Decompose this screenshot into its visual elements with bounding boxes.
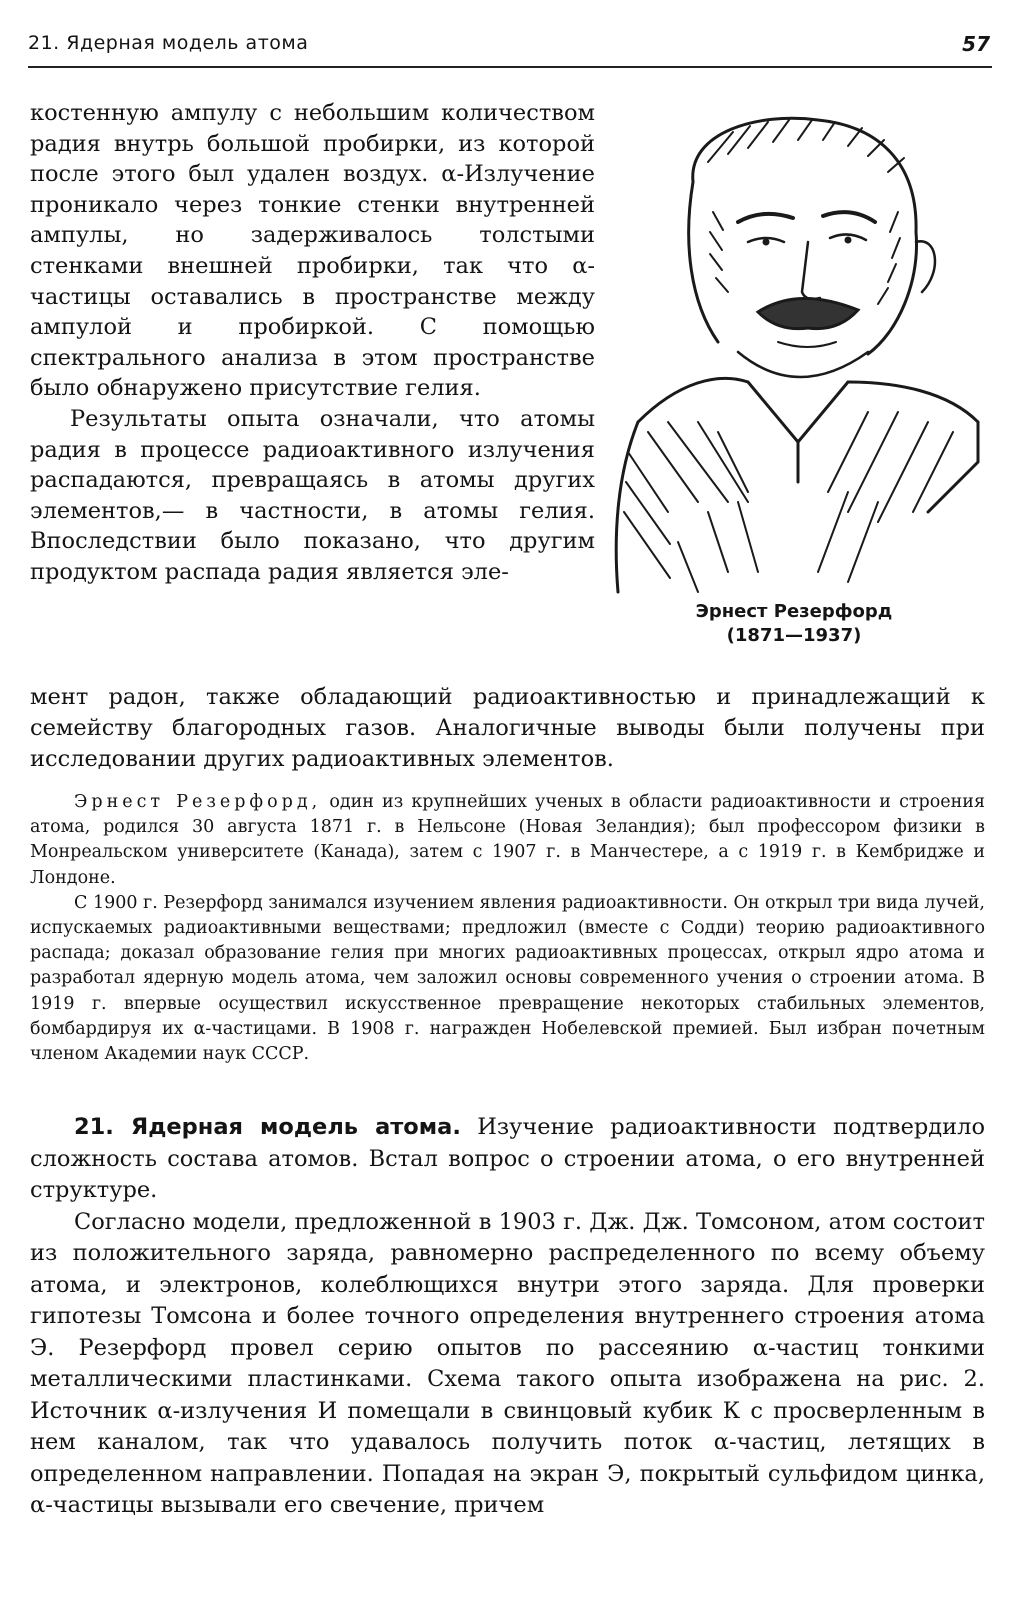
wrapped-text-column bbox=[30, 98, 595, 588]
paragraph-continued: костенную ампулу с небольшим количеством радия внутрь большой пробирки, из которой после этого был удален воздух. α-Излучение проникало через тонкие стенки внутренней ампулы, но задерживалось толстыми стенками внешней пробирки, так что α-частицы оставались в пространстве между ампулой и пробиркой. С помощью спектрального анализа в этом пространстве было обнаружено присутствие гелия. bbox=[30, 100, 595, 402]
section-paragraph-2: Согласно модели, предложенной в 1903 г. Дж. Дж. Томсоном, атом состоит из положительного заряда, равномерно распределенного по всему объему атома, и электронов, колеблющихся внутри этого заряда. Для проверки гипотезы Томсона и более точного определения внутреннего строения атома Э. Резерфорд провел серию опытов по рассеянию α-частиц тонкими металлическими пластинками. Схема такого опыта изображена на рис. 2. Источник α-излучения И помещали в свинцовый кубик К с просверленным в нем каналом, так что удавалось получить поток α-частиц, летящих в определенном направлении. Попадая на экран Э, покрытый сульфидом цинка, α-частицы вызывали его свечение, причем bbox=[30, 1208, 985, 1518]
page-number: 57 bbox=[962, 32, 990, 56]
caption-years: (1871—1937) bbox=[726, 625, 862, 646]
portrait-caption bbox=[598, 600, 990, 648]
caption-name: Эрнест Резерфорд bbox=[695, 601, 893, 622]
bio-p1-rest: один из крупнейших ученых в области радиоактивности и строения атома, родился 30 августа 1871 г. в Нельсоне (Новая Зеландия); был профессором физики в Монреальском университете (Канада), затем с 1907 г. в Манчестере, а с 1919 г. в Кембридже и Лондоне. bbox=[30, 792, 986, 888]
bio-paragraph-1 bbox=[30, 790, 985, 891]
rutherford-portrait bbox=[598, 92, 990, 600]
running-head: 21. Ядерная модель атома bbox=[28, 32, 309, 54]
section-21 bbox=[30, 1112, 985, 1522]
page-header bbox=[28, 30, 990, 64]
biography-note bbox=[30, 790, 985, 1067]
bio-name: Эрнест Резерфорд, bbox=[74, 792, 322, 812]
paragraph-radon: мент радон, также обладающий радиоактивностью и принадлежащий к семейству благородных газов. Аналогичные выводы были получены при исследовании других радиоактивных элементов. bbox=[30, 684, 985, 772]
section-paragraph-1 bbox=[30, 1112, 985, 1207]
header-rule bbox=[28, 66, 992, 68]
paragraph-results: Результаты опыта означали, что атомы радия в процессе радиоактивного излучения распадаются, превращаясь в атомы других элементов,— в частности, в атомы гелия. Впоследствии было показано, что другим продуктом распада радия является эле- bbox=[30, 405, 595, 585]
section-p1-rest: Изучение радиоактивности подтвердило сложность состава атомов. Встал вопрос о строении атома, о его внутренней структуре. bbox=[30, 1114, 985, 1203]
bio-paragraph-2: С 1900 г. Резерфорд занимался изучением явления радиоактивности. Он открыл три вида лучей, испускаемых радиоактивными веществами; предложил (вместе с Содди) теорию радиоактивного распада; доказал образование гелия при многих радиоактивных процессах, открыл ядро атома и разработал ядерную модель атома, чем заложил основы современного учения о строении атома. В 1919 г. впервые осуществил искусственное превращение некоторых стабильных элементов, бомбардируя их α-частицами. В 1908 г. награжден Нобелевской премией. Был избран почетным членом Академии наук СССР. bbox=[30, 892, 985, 1065]
section-title: 21. Ядерная модель атома. bbox=[74, 1114, 461, 1140]
